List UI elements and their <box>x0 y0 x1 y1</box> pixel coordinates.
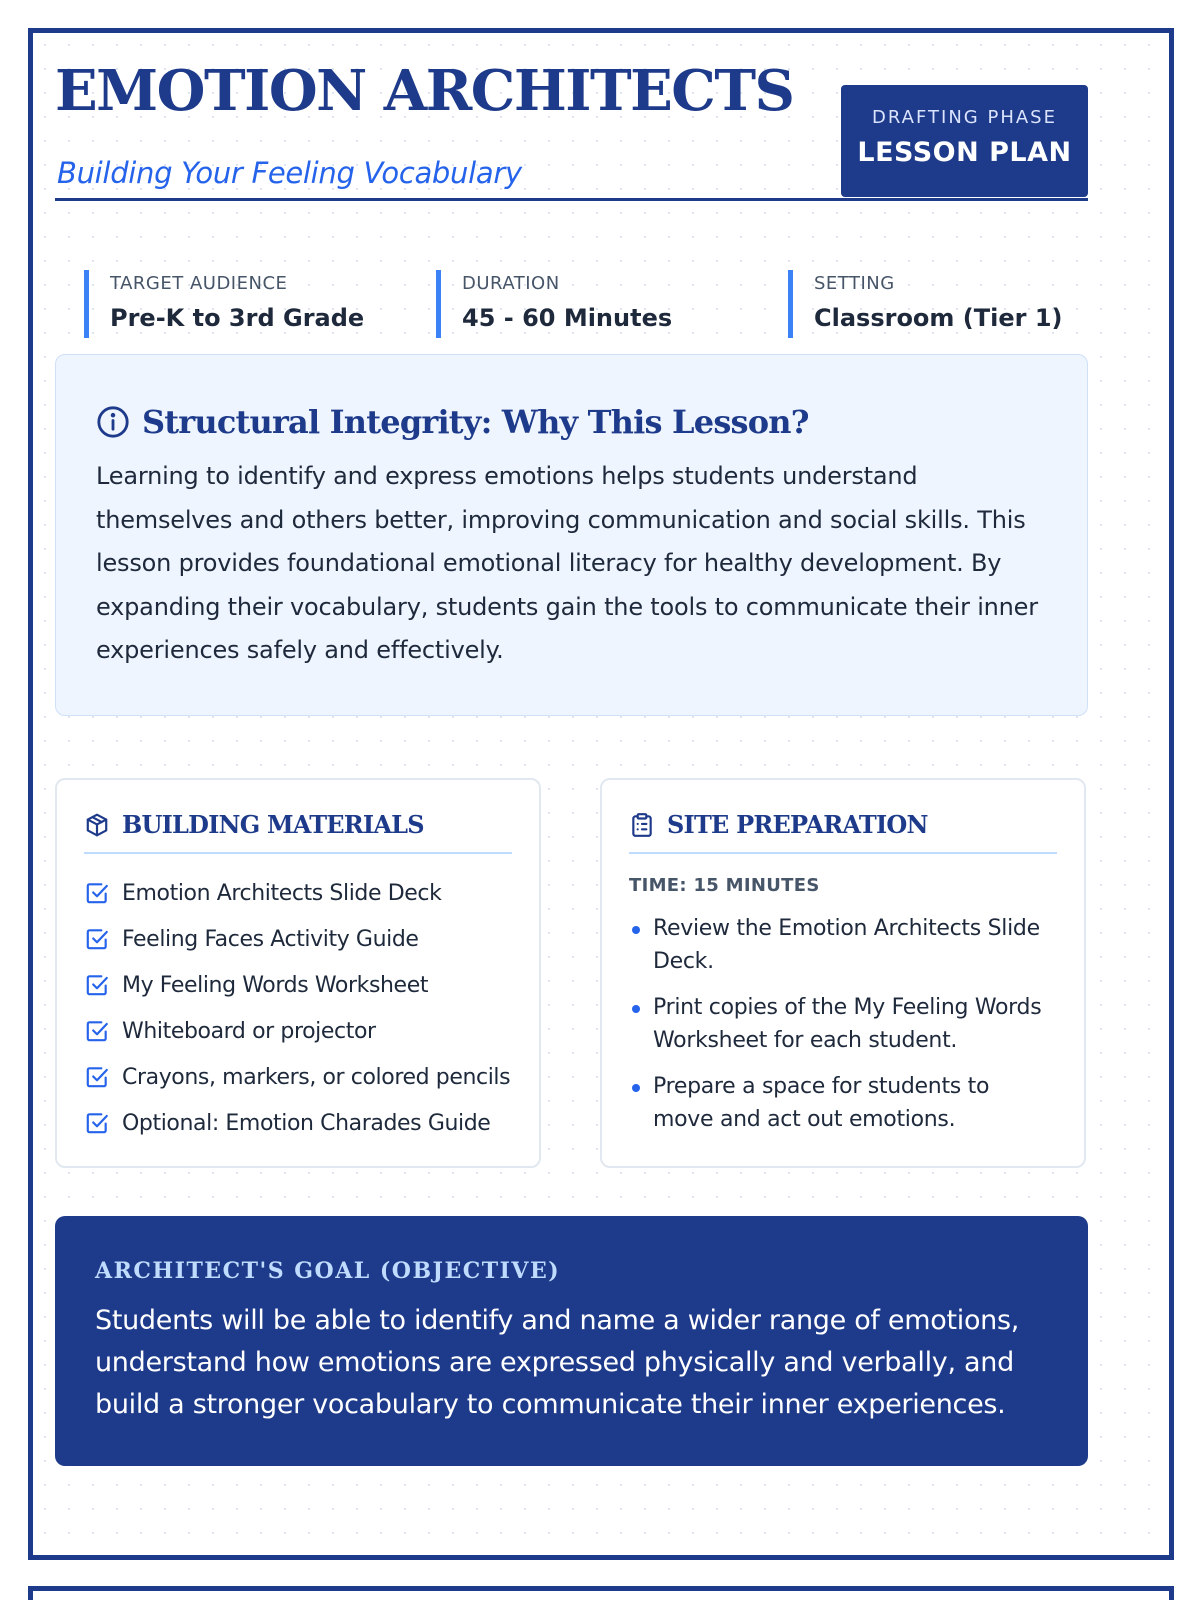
meta-label: TARGET AUDIENCE <box>110 273 288 294</box>
checkbox-checked-icon <box>84 972 110 998</box>
checkbox-checked-icon <box>84 1110 110 1136</box>
list-item <box>629 912 1049 978</box>
badge-type: LESSON PLAN <box>857 137 1072 168</box>
site-preparation-card <box>600 778 1086 1168</box>
material-label: Optional: Emotion Charades Guide <box>122 1110 491 1136</box>
lesson-plan-badge <box>841 85 1088 197</box>
package-icon <box>84 812 110 838</box>
materials-list <box>84 870 510 1146</box>
page-header <box>55 55 1088 201</box>
list-item <box>629 991 1049 1057</box>
meta-label: SETTING <box>814 273 895 294</box>
prep-step: Print copies of the My Feeling Words Worksheet for each student. <box>653 995 1042 1053</box>
why-this-lesson-panel <box>55 354 1088 716</box>
objective-panel <box>55 1216 1088 1466</box>
list-item <box>84 870 510 916</box>
info-icon <box>96 405 130 439</box>
checkbox-checked-icon <box>84 1018 110 1044</box>
badge-phase: DRAFTING PHASE <box>872 107 1057 128</box>
card-title: SITE PREPARATION <box>667 810 928 839</box>
meta-label: DURATION <box>462 273 560 294</box>
card-header <box>84 808 512 854</box>
page-subtitle: Building Your Feeling Vocabulary <box>57 156 522 190</box>
meta-value: Pre-K to 3rd Grade <box>110 304 365 332</box>
list-item <box>84 916 510 962</box>
bullet-dot <box>632 926 640 934</box>
list-item <box>629 1070 1049 1136</box>
list-item <box>84 1054 510 1100</box>
card-header <box>629 808 1057 854</box>
why-body: Learning to identify and express emotions helps students understand themselves and others better, improving communication and social skills. This lesson provides foundational emotional literacy for healthy development. By expanding their vocabulary, students gain the tools to communicate their inner experiences safely and effectively. <box>96 462 1038 664</box>
bullet-dot <box>632 1084 640 1092</box>
card-title: BUILDING MATERIALS <box>122 810 424 839</box>
building-materials-card <box>55 778 541 1168</box>
meta-value: Classroom (Tier 1) <box>814 304 1063 332</box>
prep-step: Prepare a space for students to move and act out emotions. <box>653 1074 990 1132</box>
checkbox-checked-icon <box>84 1064 110 1090</box>
objective-label: ARCHITECT'S GOAL (OBJECTIVE) <box>95 1258 561 1284</box>
meta-setting <box>788 270 1062 338</box>
meta-target-audience <box>84 270 364 338</box>
prep-list <box>629 912 1049 1149</box>
material-label: Emotion Architects Slide Deck <box>122 880 442 906</box>
objective-text: Students will be able to identify and name a wider range of emotions, understand how emotions are expressed physically and verbally, and build a stronger vocabulary to communicate their inner experiences. <box>95 1305 1020 1420</box>
list-item <box>84 962 510 1008</box>
material-label: My Feeling Words Worksheet <box>122 972 429 998</box>
why-title: Structural Integrity: Why This Lesson? <box>142 403 809 441</box>
list-item <box>84 1100 510 1146</box>
material-label: Whiteboard or projector <box>122 1018 376 1044</box>
why-heading <box>96 403 809 441</box>
checkbox-checked-icon <box>84 880 110 906</box>
clipboard-icon <box>629 812 655 838</box>
material-label: Feeling Faces Activity Guide <box>122 926 419 952</box>
prep-step: Review the Emotion Architects Slide Deck. <box>653 916 1040 974</box>
list-item <box>84 1008 510 1054</box>
page-title: EMOTION ARCHITECTS <box>55 58 794 124</box>
material-label: Crayons, markers, or colored pencils <box>122 1064 511 1090</box>
meta-value: 45 - 60 Minutes <box>462 304 673 332</box>
bullet-dot <box>632 1005 640 1013</box>
prep-time: TIME: 15 MINUTES <box>629 875 820 896</box>
meta-duration <box>436 270 672 338</box>
next-page-edge <box>28 1586 1174 1600</box>
checkbox-checked-icon <box>84 926 110 952</box>
